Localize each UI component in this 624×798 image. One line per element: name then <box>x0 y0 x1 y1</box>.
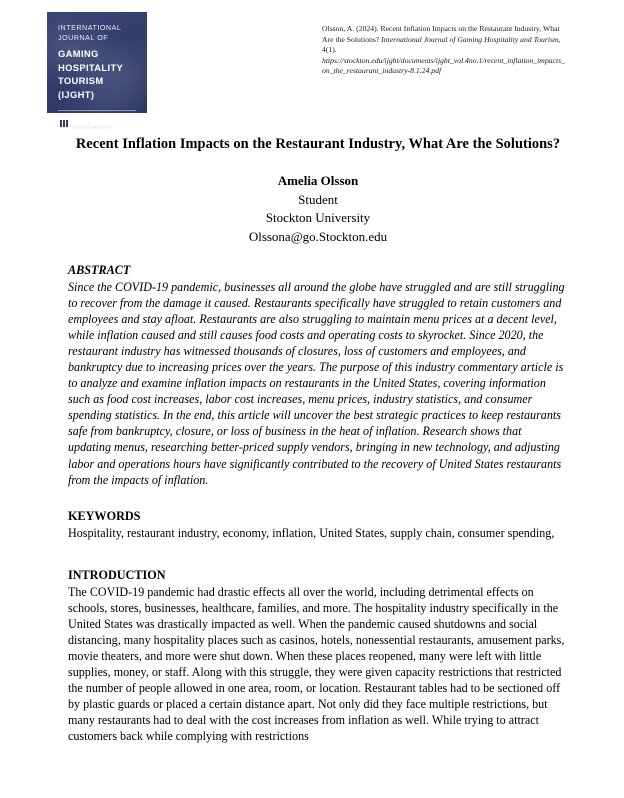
introduction-heading: INTRODUCTION <box>68 568 166 582</box>
keywords-body: Hospitality, restaurant industry, economy, inflation, United States, supply chain, consumer spending, <box>68 526 555 540</box>
author-block <box>68 172 568 246</box>
citation-text-part1: Olsson, A. (2024). Recent Inflation Impacts on the Restaurant Industry, What Are the Solutions? <box>322 24 560 44</box>
abstract-heading: ABSTRACT <box>68 263 131 277</box>
journal-logo-line3: GAMING <box>58 48 99 60</box>
stockton-subtitle: UNIVERSITY <box>73 125 114 131</box>
citation-text-part2: , 4(1). <box>322 34 561 55</box>
author-affiliation: Stockton University <box>265 210 371 226</box>
abstract-body: Since the COVID-19 pandemic, businesses all around the globe have struggled and are still struggling to recover from the damage it caused. Restaurants specifically have struggled to retain customers and employees and stay afloat. Restaurants are also struggling to maintain menu prices at a decent level, while inflation caused and still causes food costs and operating costs to skyrocket. Since 2020, the restaurant industry has witnessed thousands of closures, loss of customers and employees, and bankruptcy due to increasing prices over the years. The purpose of this industry commentary article is to analyze and examine inflation impacts on restaurants in the United States, covering information such as food cost increases, labor cost increases, menu prices, industry statistics, and consumer spending statistics. In the end, this article will uncover the best strategic practices to keep restaurants safe from bankruptcy, closure, or loss of business in the heat of inflation. Research shows that updating menus, researching better-priced supply vendors, bringing in new technology, and adjusting labor and operations hours have significantly contributed to the recovery of United States restaurants from the impacts of inflation. <box>68 280 565 487</box>
journal-logo-line1: INTERNATIONAL <box>58 24 122 32</box>
author-email[interactable]: Olssona@go.Stockton.edu <box>248 228 388 244</box>
page-title: Recent Inflation Impacts on the Restaurant Industry, What Are the Solutions? <box>75 136 561 152</box>
introduction-body: The COVID-19 pandemic had drastic effects all over the world, including detrimental effects on schools, stores, businesses, healthcare, families, and more. The hospitality industry specifically in the United States was drastically impacted as well. When the pandemic caused shutdowns and social distancing, many hospitality places such as casinos, hotels, nonessential restaurants, amusement parks, movie theaters, and more were shut down. When these places reopened, many were left with little supplies, money, or staff. Along with this struggle, they were given capacity restrictions that restricted the number of people allowed in one area, room, or location. Restaurant tables had to be sectioned off by plastic guards or placed a certain distance apart. Not only did they face multiple restrictions, but many restaurants had to deal with the cost increases from inflation as well. While trying to attract customers back while complying with restrictions <box>68 585 565 744</box>
author-role: Student <box>298 191 338 207</box>
stockton-university-logo <box>58 116 147 131</box>
page-header <box>0 12 624 131</box>
journal-logo-line4: HOSPITALITY <box>58 61 124 73</box>
author-name: Amelia Olsson <box>277 173 359 188</box>
keywords-section <box>68 508 565 541</box>
stockton-building-icon <box>58 118 69 129</box>
keywords-heading: KEYWORDS <box>68 509 141 523</box>
logo-divider <box>58 110 136 111</box>
abstract-section <box>68 262 565 488</box>
stockton-name: STOCKTON <box>73 115 131 126</box>
journal-logo-line5: TOURISM <box>58 75 104 87</box>
citation-block <box>322 24 568 77</box>
journal-logo-line6: (IJGHT) <box>58 88 95 100</box>
journal-logo-line2: JOURNAL OF <box>58 34 109 43</box>
journal-logo <box>47 12 147 131</box>
citation-journal-name: International Journal of Gaming Hospitality and Tourism <box>381 34 559 44</box>
introduction-section <box>68 567 565 744</box>
citation-url[interactable]: https://stockton.edu/ijght/documents/ijght_vol.4no.1/recent_inflation_impacts_on_the_restaurant_industry-8.1.24.pdf <box>322 55 565 76</box>
